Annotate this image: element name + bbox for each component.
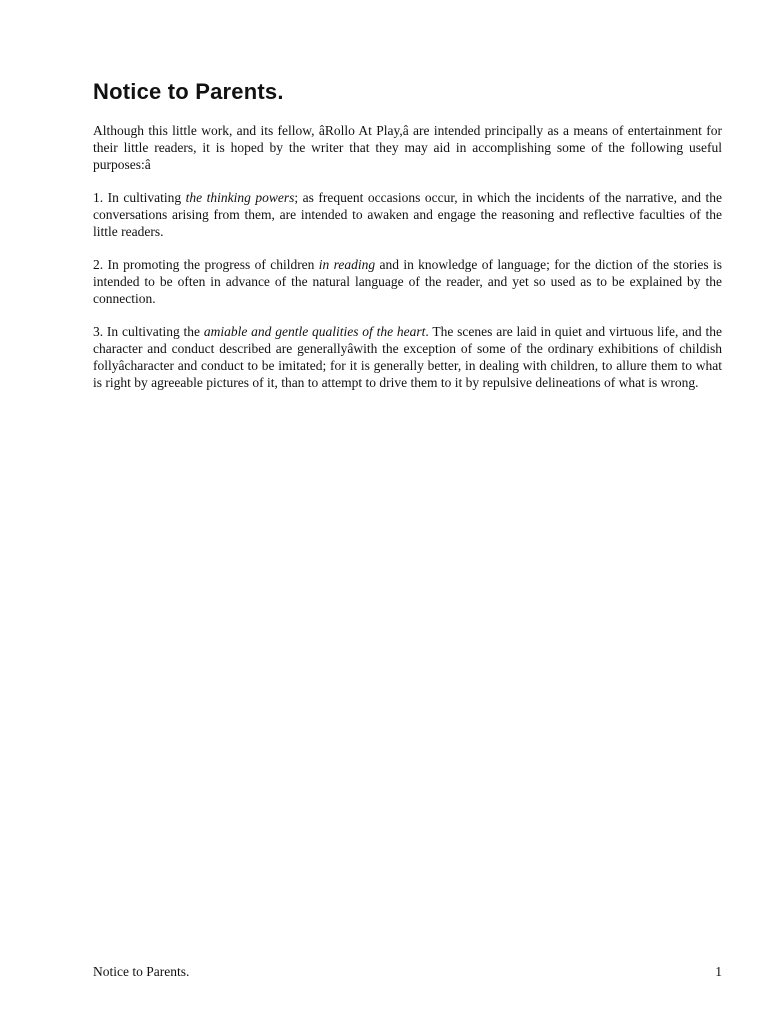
purpose-item-1-body: ; as frequent occasions occur, in which the incidents of the narrative, and the conversations arising from them, are intended to awaken and engage the reasoning and reflective faculties of the little readers. xyxy=(93,190,722,239)
document-page xyxy=(93,78,722,407)
footer-page-number: 1 xyxy=(715,964,722,979)
purpose-item-2 xyxy=(93,256,722,307)
purpose-item-2-lead: 2. In promoting the progress of children xyxy=(93,257,319,272)
page-title: Notice to Parents. xyxy=(93,79,284,104)
purpose-item-2-emphasis: in reading xyxy=(318,257,376,272)
footer-running-title: Notice to Parents. xyxy=(93,964,190,979)
purpose-item-3-lead: 3. In cultivating the xyxy=(93,324,204,339)
purpose-item-3 xyxy=(93,323,722,391)
intro-paragraph: Although this little work, and its fellow, âRollo At Play,â are intended principally as a means of entertainment for their little readers, it is hoped by the writer that they may aid in accomplishing some of the following useful purposes:â xyxy=(93,123,722,172)
purpose-item-3-emphasis: amiable and gentle qualities of the heart xyxy=(203,324,426,339)
purpose-item-3-body: . The scenes are laid in quiet and virtuous life, and the character and conduct described are generallyâwith the exception of some of the ordinary exhibitions of childish follyâcharacter and conduct to be imitated; for it is generally better, in dealing with children, to allure them to what is right by agreeable pictures of it, than to attempt to drive them to it by repulsive delineations of what is wrong. xyxy=(93,324,722,390)
purpose-item-1 xyxy=(93,189,722,240)
purpose-item-1-emphasis: the thinking powers xyxy=(185,190,295,205)
purpose-item-1-lead: 1. In cultivating xyxy=(93,190,186,205)
purpose-item-2-body: and in knowledge of language; for the diction of the stories is intended to be often in advance of the natural language of the reader, and yet so used as to be explained by the connection. xyxy=(93,257,723,306)
page-footer xyxy=(93,963,722,980)
